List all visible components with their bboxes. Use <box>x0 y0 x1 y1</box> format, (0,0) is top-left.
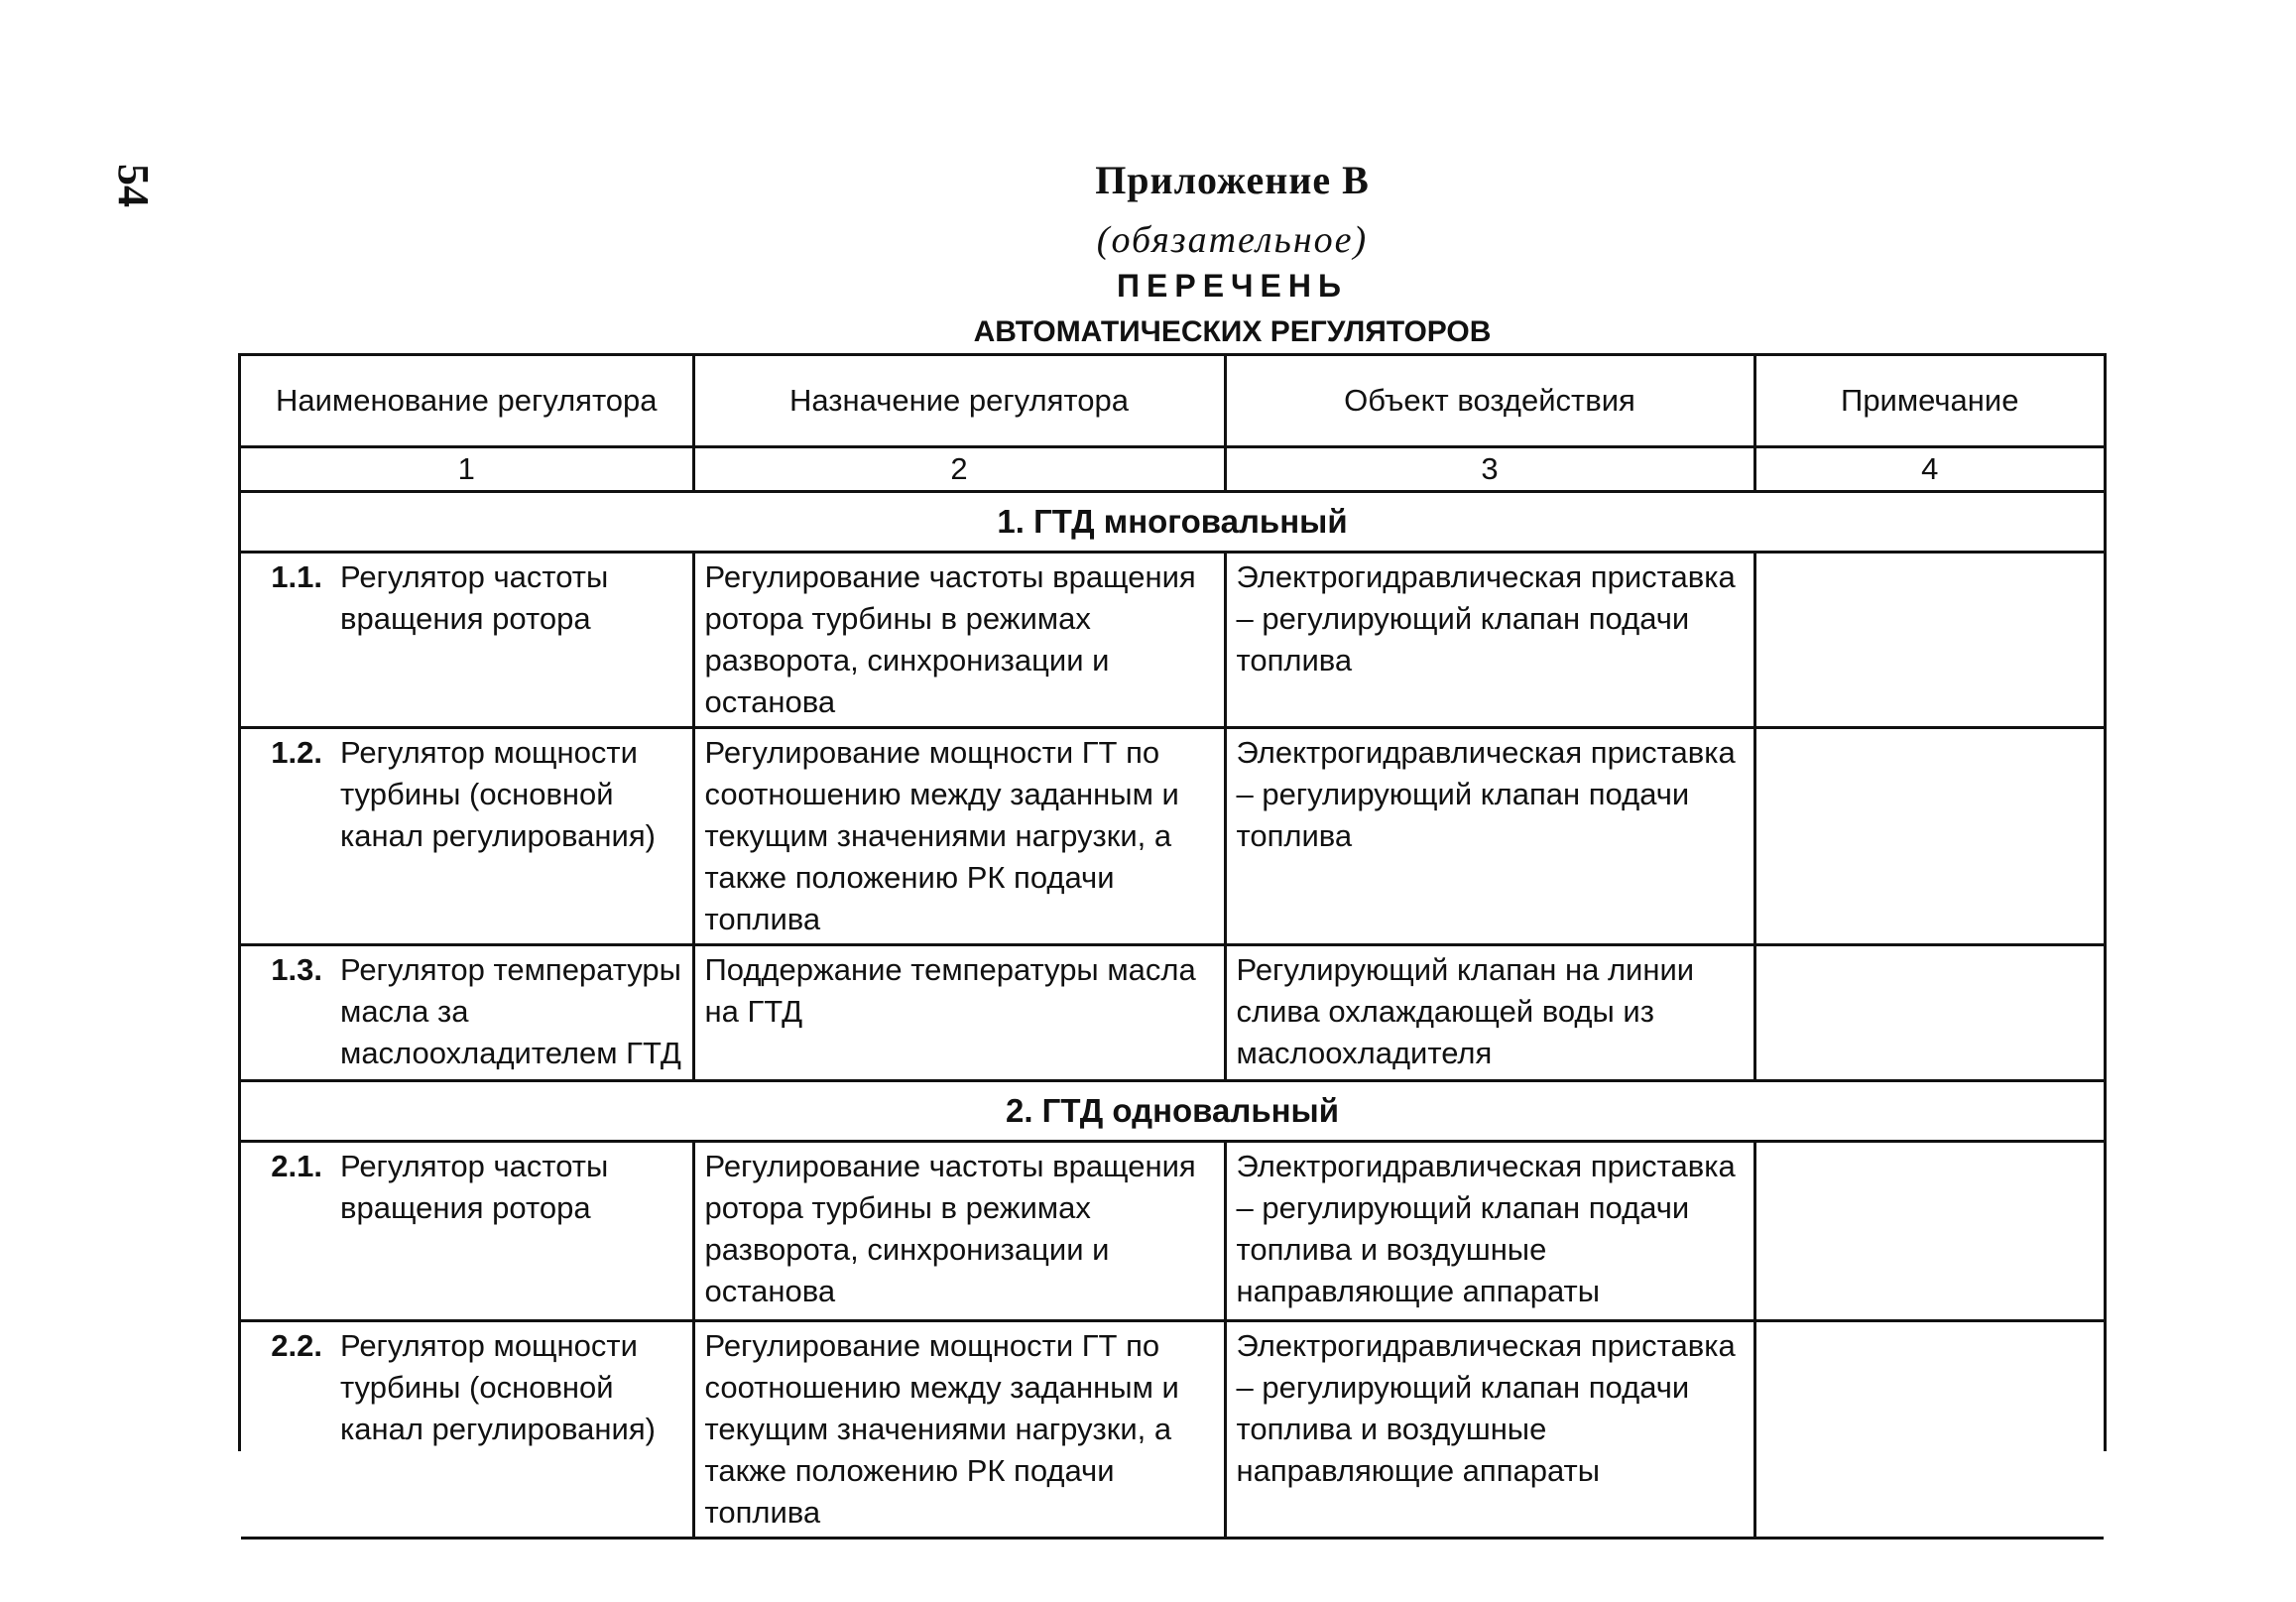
item-number: 2.1. <box>271 1149 322 1183</box>
regulator-note <box>1754 1321 2104 1539</box>
table-row <box>241 945 2104 1081</box>
regulator-name-cell <box>241 553 693 728</box>
regulator-name: Регулятор частоты вращения ротора <box>340 1149 609 1225</box>
appendix-title: Приложение В <box>1095 158 1370 202</box>
regulator-purpose: Регулирование мощности ГТ по соотношению между заданным и текущим значениями нагрузки, а также положению РК подачи топлива <box>693 728 1225 945</box>
column-number: 4 <box>1754 447 2104 492</box>
header-object: Объект воздействия <box>1225 356 1754 447</box>
regulator-name: Регулятор мощности турбины (основной канал регулирования) <box>340 1328 656 1446</box>
regulator-object: Электрогидравлическая приставка – регулирующий клапан подачи топлива <box>1225 728 1754 945</box>
table-row <box>241 553 2104 728</box>
regulator-object: Электрогидравлическая приставка – регулирующий клапан подачи топлива и воздушные направляющие аппараты <box>1225 1142 1754 1321</box>
regulator-object: Электрогидравлическая приставка – регулирующий клапан подачи топлива и воздушные направляющие аппараты <box>1225 1321 1754 1539</box>
regulator-purpose: Регулирование мощности ГТ по соотношению между заданным и текущим значениями нагрузки, а также положению РК подачи топлива <box>693 1321 1225 1539</box>
item-number: 1.3. <box>271 952 322 987</box>
regulator-name: Регулятор мощности турбины (основной канал регулирования) <box>340 735 656 853</box>
table-header-row <box>241 356 2104 447</box>
section-title: 2. ГТД одновальный <box>241 1081 2104 1142</box>
table-row <box>241 728 2104 945</box>
header-regulator-name: Наименование регулятора <box>241 356 693 447</box>
regulator-note <box>1754 945 2104 1081</box>
item-number: 1.2. <box>271 735 322 770</box>
regulator-object: Электрогидравлическая приставка – регулирующий клапан подачи топлива <box>1225 553 1754 728</box>
column-number: 2 <box>693 447 1225 492</box>
regulator-purpose: Регулирование частоты вращения ротора турбины в режимах разворота, синхронизации и останова <box>693 1142 1225 1321</box>
list-subtitle: АВТОМАТИЧЕСКИХ РЕГУЛЯТОРОВ <box>973 315 1492 348</box>
regulator-note <box>1754 553 2104 728</box>
header-regulator-purpose: Назначение регулятора <box>693 356 1225 447</box>
regulators-table <box>241 356 2104 1540</box>
regulator-name-cell <box>241 945 693 1081</box>
regulator-note <box>1754 1142 2104 1321</box>
regulator-name: Регулятор частоты вращения ротора <box>340 559 609 636</box>
regulator-name-cell <box>241 1142 693 1321</box>
column-number: 1 <box>241 447 693 492</box>
regulator-name-cell <box>241 1321 693 1539</box>
item-number: 1.1. <box>271 559 322 594</box>
regulator-purpose: Регулирование частоты вращения ротора турбины в режимах разворота, синхронизации и останова <box>693 553 1225 728</box>
section-row <box>241 1081 2104 1142</box>
regulator-name: Регулятор температуры масла за маслоохладителем ГТД <box>340 952 681 1070</box>
section-title: 1. ГТД многовальный <box>241 492 2104 553</box>
regulator-purpose: Поддержание температуры масла на ГТД <box>693 945 1225 1081</box>
appendix-status: (обязательное) <box>1096 219 1369 261</box>
regulator-name-cell <box>241 728 693 945</box>
regulator-object: Регулирующий клапан на линии слива охлаждающей воды из маслоохладителя <box>1225 945 1754 1081</box>
page-number: 54 <box>109 164 158 207</box>
header-note: Примечание <box>1754 356 2104 447</box>
column-number: 3 <box>1225 447 1754 492</box>
table-row <box>241 1142 2104 1321</box>
table-row <box>241 1321 2104 1539</box>
regulator-note <box>1754 728 2104 945</box>
list-title: ПЕРЕЧЕНЬ <box>1117 268 1348 304</box>
section-row <box>241 492 2104 553</box>
column-number-row <box>241 447 2104 492</box>
regulators-table-container <box>238 353 2107 1530</box>
item-number: 2.2. <box>271 1328 322 1363</box>
